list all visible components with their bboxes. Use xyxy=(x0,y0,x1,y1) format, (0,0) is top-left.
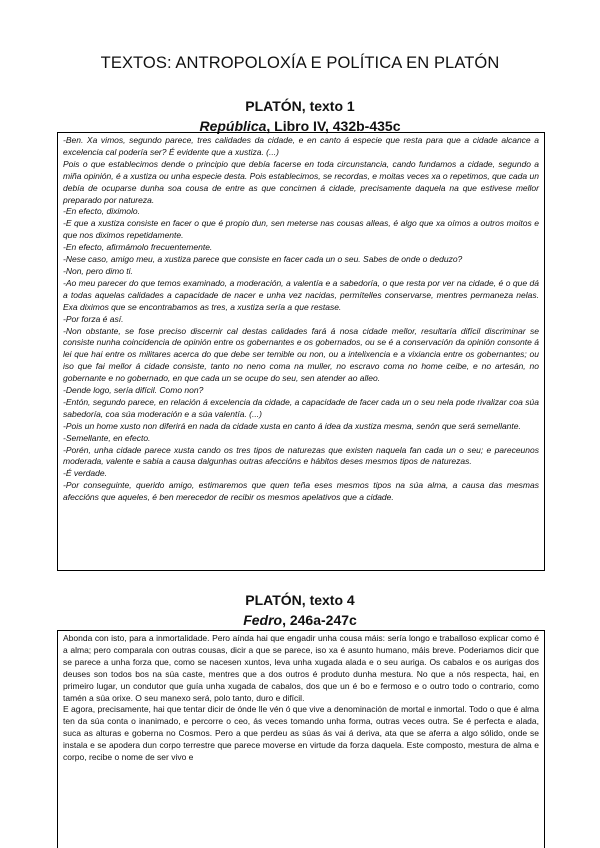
section-1-text-box xyxy=(57,132,545,571)
section-2-text-box xyxy=(57,630,545,848)
section1-paragraph: -Pois un home xusto non diferirá en nada da cidade xusta en canto á idea da xustiza mesma, senón que será semellante. xyxy=(63,420,521,431)
section1-paragraph: -En efecto, afirmámolo frecuentemente. xyxy=(63,242,213,253)
section1-paragraph: -Semellante, en efecto. xyxy=(63,432,151,443)
section1-paragraph: -Porén, unha cidade parece xusta cando os tres tipos de naturezas que existen naquela fan cada un o seu; e pareceunos moderada, valente e sabia a causa dalgunhas outras afeccións e hábitos deses mesmos tipos de naturezas. xyxy=(63,444,539,467)
section1-paragraph: -Por conseguinte, querido amigo, estimaremos que quen teña eses mesmos tipos na súa alma, a causa das mesmas afeccións que aqueles, é ben merecedor de recibir os mesmos apelativos que a cidade. xyxy=(63,480,539,503)
section-1-reference: , Libro IV, 432b-435c xyxy=(266,118,401,134)
section1-paragraph: -Ben. Xa vimos, segundo parece, tres calidades da cidade, e en canto á especie que resta para que a cidade alcance a excelencia cal podería ser? É evidente que a xustiza. (...) xyxy=(63,135,539,157)
section1-paragraph: -Non, pero dimo ti. xyxy=(63,265,133,276)
section1-paragraph: -Nese caso, amigo meu, a xustiza parece que consiste en facer cada un o seu. Sabes de onde o deduzo? xyxy=(63,254,463,265)
section-2-reference: , 246a-247c xyxy=(282,612,357,628)
section1-paragraph: -Ao meu parecer do que temos examinado, a moderación, a valentía e a sabedoría, o que resta por ver na cidade, é o que dá a todas aquelas calidades a capacidade de nacer e unha vez nacidas, permítelles conservarse, mentres permaneza nelas. Exa diximos que se encontrabamos as tres, a xustiza sería a que restase. xyxy=(63,277,539,312)
section-1-work-title: República xyxy=(199,118,267,134)
section1-paragraph: -En efecto, diximolo. xyxy=(63,206,141,217)
section2-paragraph: Abonda con isto, para a inmortalidade. Pero aínda hai que engadir unha cousa máis: sería longo e traballoso explicar como é a alma; pero comparala con outras cousas, dicir a que se parece, iso xa é asunto humano, máis breve. Poderiamos dicir que se parece a unha forza que, como se nacesen xuntos, leva unha xugada alada e o seu auriga. Os cabalos e os aurigas dos deuses son todos bos na súa caste, mentres que a dos outros é produto dunha mestura. No que a nós respecta, hai, en primeiro lugar, un condutor que guía unha xugada de cabalos, dos que un é bo e fermoso e o outro todo o contrario, como tamén a súa orixe. O seu manexo será, polo tanto, duro e difícil. xyxy=(63,633,539,703)
section-2-heading: PLATÓN, texto 4 xyxy=(245,592,355,608)
document-title: TEXTOS: ANTROPOLOXÍA E POLÍTICA EN PLATÓN xyxy=(100,54,500,72)
section-1-header xyxy=(0,96,600,136)
section2-paragraph: E agora, precisamente, hai que tentar dicir de ónde lle vén ó que vive a denominación de mortal e inmortal. Todo o que é alma ten da súa conta o inanimado, e percorre o ceo, ás veces tomando unha forma, outras veces outra. Se é perfecta e alada, suca as alturas e goberna no Cosmos. Pero a que perdeu as súas ás vai á deriva, ata que se aferra a algo sólido, onde se instala e se apodera dun corpo terrestre que parece moverse en virtude da forza daquela. Este composto, mestura de alma e corpo, recibe o nome de ser vivo e xyxy=(63,704,539,763)
section1-paragraph: -Entón, segundo parece, en relación á excelencia da cidade, a capacidade de facer cada un o seu nela pode rivalizar coa súa sabedoría, coa súa moderación e a súa valentía. (...) xyxy=(63,396,539,419)
section1-paragraph: -Por forza é así. xyxy=(63,313,124,324)
section1-paragraph: -Dende logo, sería difícil. Como non? xyxy=(63,385,204,396)
section-2-subheading xyxy=(0,610,600,630)
section-1-heading: PLATÓN, texto 1 xyxy=(245,98,355,114)
section1-paragraph: -Non obstante, se fose preciso discernir cal destas calidades fará á nosa cidade mellor, resultaría difícil discriminar se consiste nunha coincidencia de opinión entre os gobernantes e os gobernados, ou se é a conservación da opinión consonte á lei que hai entre os militares acerca do que debe ser temible ou non, ou a intelixencia e a vixiancia entre os gobernantes; ou iso que fai mellor á cidade consiste, tanto no neno coma na muller, no escravo coma no home ceibe, e no artesán, no gobernante e no gobernado, en que cada un se ocupe do seu, sen atender ao alleo. xyxy=(63,325,539,384)
section-2-header xyxy=(0,590,600,630)
section-2-work-title: Fedro xyxy=(243,612,283,628)
section1-paragraph: -E que a xustiza consiste en facer o que é propio dun, sen meterse nas cousas alleas, é algo que xa oímos a outros moitos e que nos diximos repetidamente. xyxy=(63,218,539,241)
section1-paragraph: Pois o que establecimos dende o principio que debía facerse en toda circunstancia, cando fundamos a cidade, segundo a miña opinión, é a xustiza ou unha especie desta. Pois establecimos, se recordas, e moitas veces xa o repetimos, que cada un debía de ocuparse dunha soa cousa de entre as que concirnen á cidade, precisamente daquela na que estivese mellor preparado por natureza. xyxy=(63,158,539,205)
section1-paragraph: -É verdade. xyxy=(63,468,107,479)
